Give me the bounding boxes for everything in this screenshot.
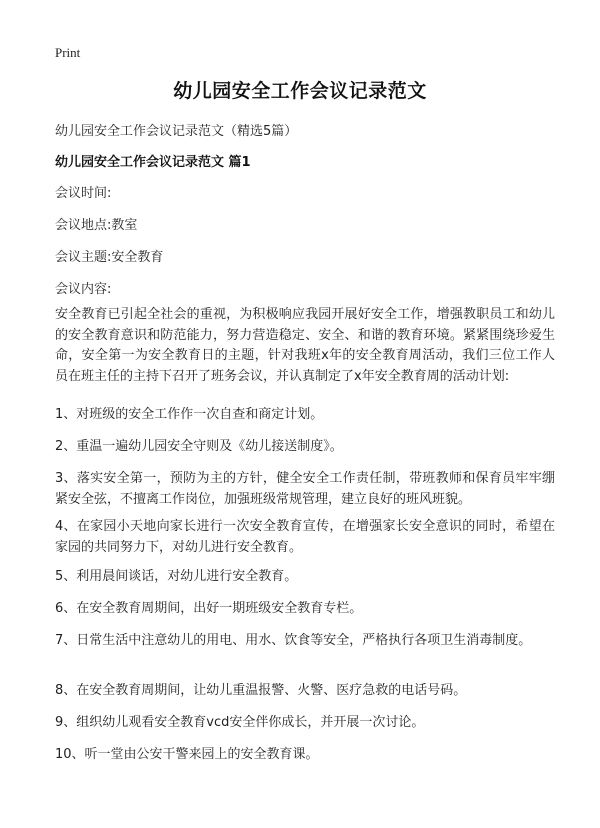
list-item: 9、组织幼儿观看安全教育vcd安全伴你成长，并开展一次讨论。	[55, 715, 425, 730]
list-item: 7、日常生活中注意幼儿的用电、用水、饮食等安全，严格执行各项卫生消毒制度。	[55, 633, 532, 648]
list-item: 3、落实安全第一，预防为主的方针，健全安全工作责任制，带班教师和保育员牢牢绷紧安全弦，不擅离工作岗位，加强班级常规管理，建立良好的班风班貌。	[55, 471, 555, 507]
print-link[interactable]: Print	[55, 45, 81, 60]
section-heading: 幼儿园安全工作会议记录范文 篇1	[55, 155, 251, 170]
list-item: 2、重温一遍幼儿园安全守则及《幼儿接送制度》。	[55, 439, 343, 454]
list-item: 1、对班级的安全工作作一次自查和商定计划。	[55, 407, 324, 422]
meeting-topic: 会议主题:安全教育	[55, 250, 164, 265]
meeting-time: 会议时间:	[55, 186, 112, 201]
meeting-place: 会议地点:教室	[55, 218, 138, 233]
document-subtitle: 幼儿园安全工作会议记录范文（精选5篇）	[55, 124, 298, 139]
list-item: 4、在家园小天地向家长进行一次安全教育宣传，在增强家长安全意识的同时，希望在家园的共同努力下，对幼儿进行安全教育。	[55, 519, 555, 555]
list-item: 10、听一堂由公安干警来园上的安全教育课。	[55, 747, 319, 762]
intro-paragraph: 安全教育已引起全社会的重视，为积极响应我园开展好安全工作，增强教职员工和幼儿的安全教育意识和防范能力，努力营造稳定、安全、和谐的教育环境。紧紧围绕珍爱生命，安全第一为安全教育日的主题，针对我班x年的安全教育周活动，我们三位工作人员在班主任的主持下召开了班务会议，并认真制定了x年安全教育周的活动计划:	[55, 307, 555, 384]
list-item: 6、在安全教育周期间，出好一期班级安全教育专栏。	[55, 601, 363, 616]
list-item: 8、在安全教育周期间，让幼儿重温报警、火警、医疗急救的电话号码。	[55, 683, 467, 698]
meeting-content-label: 会议内容:	[55, 282, 112, 297]
document-title: 幼儿园安全工作会议记录范文	[173, 80, 427, 102]
list-item: 5、利用晨间谈话，对幼儿进行安全教育。	[55, 569, 298, 584]
